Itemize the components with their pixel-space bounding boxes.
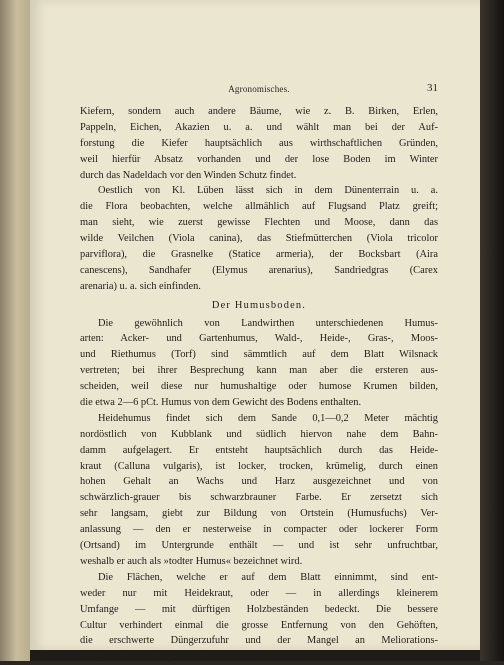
text-line: wilde Veilchen (Viola canina), das Stiefmütterchen (Viola tricolor <box>80 233 438 245</box>
text-line: die Flora beobachten, welche allmählich auf Flugsand Platz greift; <box>80 201 438 213</box>
text-line: durch das Nadeldach vor den Winden Schutz findet. <box>80 169 297 181</box>
text-line: forstung die Kiefer hauptsächlich aus wirthschaftlichen Gründen, <box>80 137 438 149</box>
text-line: Oestlich von Kl. Lüben lässt sich in dem Dünenterrain u. a. <box>98 185 438 197</box>
text-line: die erschwerte Düngerzufuhr und der Mangel an Meliorations- <box>80 635 438 647</box>
text-line: Die gewöhnlich von Landwirthen unterschiedenen Humus- <box>98 317 438 329</box>
text-line: hohen Gehalt an Wachs und Harz ausgezeichnet und von <box>80 476 438 488</box>
body-text <box>80 104 438 665</box>
text-line: (Ortsand) im Untergrunde enthält — und ist sehr unfruchtbar, <box>80 540 438 552</box>
text-line: arten: Acker- und Gartenhumus, Wald-, Heide-, Gras-, Moos- <box>80 333 438 345</box>
text-line: sehr langsam, giebt zur Bildung von Ortstein (Humusfuchs) Ver- <box>80 508 438 520</box>
text-line: weder nur mit Heidekraut, oder — in allerdings kleinerem <box>80 587 438 599</box>
book-right-edge <box>480 0 504 661</box>
text-line: kraut (Calluna vulgaris), ist locker, trocken, krümelig, durch einen <box>80 460 438 472</box>
text-line: und Riethumus (Torf) sind sämmtlich auf dem Blatt Wilsnack <box>80 349 438 361</box>
section-heading: Der Humusboden. <box>211 299 307 311</box>
text-line: parviflora), die Grasnelke (Statice armeria), der Bocksbart (Aira <box>80 249 438 261</box>
text-line: materialien, wie Mergel, Kalk u. s. w. <box>80 651 237 663</box>
text-line: man sieht, wie zuerst gewisse Flechten und Moose, dann das <box>80 217 438 229</box>
book-left-edge <box>0 0 30 661</box>
text-line: damm aufgelagert. Er entsteht hauptsächlich durch das Heide- <box>80 444 438 456</box>
text-line: die etwa 2—6 pCt. Humus von dem Gewicht des Bodens enthalten. <box>80 397 362 409</box>
text-line: scheiden, weil diese nur humushaltige oder humose Krumen bilden, <box>80 381 438 393</box>
text-line: Heidehumus findet sich dem Sande 0,1—0,2 Meter mächtig <box>98 412 438 424</box>
text-line: Cultur verhindert einmal die grosse Entfernung von den Gehöften, <box>80 619 438 631</box>
page-number: 31 <box>427 82 438 94</box>
text-line: Kiefern, sondern auch andere Bäume, wie z. B. Birken, Erlen, <box>80 106 438 117</box>
text-line: schwärzlich-grauer bis schwarzbrauner Farbe. Er zersetzt sich <box>80 492 438 504</box>
page-header <box>80 84 438 98</box>
text-line: nordöstlich von Kubblank und südlich hiervon nahe dem Bahn- <box>80 428 438 440</box>
text-line: weshalb er auch als »todter Humus« bezeichnet wird. <box>80 555 303 567</box>
text-line: Die Flächen, welche er auf dem Blatt einnimmt, sind ent- <box>98 571 438 583</box>
text-line: anlassung — den er nesterweise in compacter oder lockerer Form <box>80 524 438 536</box>
text-line: Umfange — mit dürftigen Holzbeständen bedeckt. Die bessere <box>80 603 438 615</box>
text-line: Pappeln, Eichen, Akazien u. a. und wählt man bei der Auf- <box>80 121 438 133</box>
text-line: vertreten; bei ihrer Besprechung kann man aber die ersteren aus- <box>80 365 438 377</box>
text-line: weil hierfür Absatz vorhanden und der lose Boden im Winter <box>80 153 438 165</box>
running-head: Agronomisches. <box>228 84 290 94</box>
text-line: arenaria) u. a. sich einfinden. <box>80 280 201 292</box>
text-line: canescens), Sandhafer (Elymus arenarius), Sandriedgras (Carex <box>80 264 438 276</box>
